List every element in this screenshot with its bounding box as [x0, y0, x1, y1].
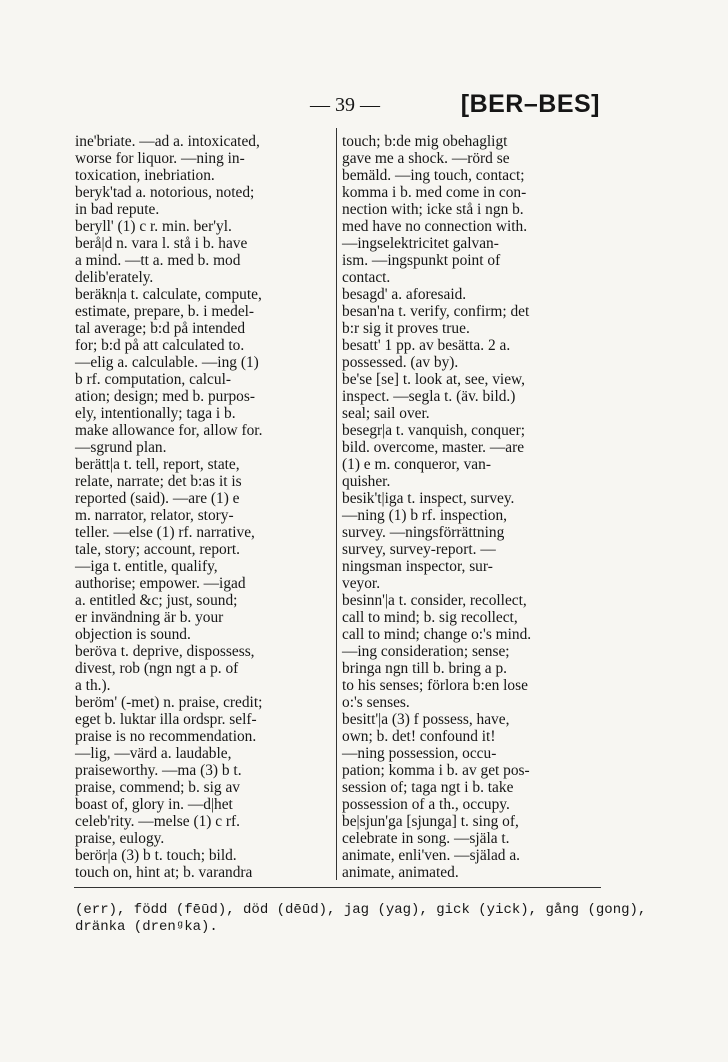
entry-line: m. narrator, relator, story-: [75, 507, 234, 524]
entry-line: veyor.: [342, 575, 381, 592]
page-header: [74, 90, 600, 118]
dictionary-entry: [75, 643, 333, 694]
entry-line: praise, commend; b. sig av: [75, 779, 240, 796]
entry-line: quisher.: [342, 473, 391, 490]
entry-line: bemäld. —ing touch, contact;: [342, 167, 525, 184]
entry-line: teller. —else (1) rf. narrative,: [75, 524, 255, 541]
entry-line: toxication, inebriation.: [75, 167, 215, 184]
entry-line: for; b:d på att calculated to.: [75, 337, 245, 354]
page-number: — 39 —: [310, 94, 380, 116]
entry-line: call to mind; change o:'s mind.: [342, 626, 532, 643]
entry-line: besitt'|a (3) f possess, have,: [342, 711, 510, 728]
entry-line: —ning possession, occu-: [342, 745, 497, 762]
dictionary-entry: [342, 490, 600, 592]
dictionary-entry: [342, 133, 600, 286]
entry-line: berör|a (3) b t. touch; bild.: [75, 847, 237, 864]
entry-line: a th.).: [75, 677, 111, 694]
footnote-line: dränka (drenᵍka).: [75, 919, 218, 935]
dictionary-entry: [342, 371, 600, 422]
entry-line: delib'erately.: [75, 269, 154, 286]
left-column: [75, 133, 333, 881]
dictionary-entry: [75, 235, 333, 286]
entry-line: bringa ngn till b. bring a p.: [342, 660, 507, 677]
entry-line: o:'s senses.: [342, 694, 410, 711]
entry-line: beräkn|a t. calculate, compute,: [75, 286, 262, 303]
entry-line: animate, enli'ven. —själad a.: [342, 847, 520, 864]
dictionary-entry: [75, 218, 333, 235]
entry-line: ine'briate. —ad a. intoxicated,: [75, 133, 260, 150]
entry-line: be|sjun'ga [sjunga] t. sing of,: [342, 813, 519, 830]
entry-line: besagd' a. aforesaid.: [342, 286, 467, 303]
entry-line: boast of, glory in. —d|het: [75, 796, 233, 813]
entry-line: survey. —ningsförrättning: [342, 524, 505, 541]
entry-line: be'se [se] t. look at, see, view,: [342, 371, 525, 388]
entry-line: —ing consideration; sense;: [342, 643, 510, 660]
entry-line: divest, rob (ngn ngt a p. of: [75, 660, 239, 677]
entry-line: tale, story; account, report.: [75, 541, 240, 558]
entry-line: a. entitled &c; just, sound;: [75, 592, 238, 609]
entry-line: besinn'|a t. consider, recollect,: [342, 592, 527, 609]
entry-line: possession of a th., occupy.: [342, 796, 510, 813]
entry-line: —ingselektricitet galvan-: [342, 235, 499, 252]
entry-line: ningsman inspector, sur-: [342, 558, 493, 575]
dictionary-entry: [342, 592, 600, 711]
entry-line: tal average; b:d på intended: [75, 320, 246, 337]
dictionary-entry: [75, 694, 333, 847]
entry-line: pation; komma i b. av get pos-: [342, 762, 530, 779]
entry-line: ism. —ingspunkt point of: [342, 252, 501, 269]
entry-line: berå|d n. vara l. stå i b. have: [75, 235, 248, 252]
dictionary-entry: [342, 813, 600, 881]
entry-line: touch; b:de mig obehagligt: [342, 133, 508, 150]
entry-line: animate, animated.: [342, 864, 459, 881]
entry-line: beröm' (-met) n. praise, credit;: [75, 694, 263, 711]
entry-line: eget b. luktar illa ordspr. self-: [75, 711, 257, 728]
pronunciation-footnote: [75, 902, 647, 936]
entry-line: session of; taga ngt i b. take: [342, 779, 514, 796]
entry-line: a mind. —tt a. med b. mod: [75, 252, 241, 269]
column-divider: [336, 128, 337, 880]
dictionary-entry: [75, 286, 333, 456]
entry-line: bild. overcome, master. —are: [342, 439, 525, 456]
running-head: [BER–BES]: [460, 90, 600, 118]
entry-line: besik't|iga t. inspect, survey.: [342, 490, 515, 507]
dictionary-entry: [75, 184, 333, 218]
entry-line: to his senses; förlora b:en lose: [342, 677, 528, 694]
entry-line: objection is sound.: [75, 626, 191, 643]
entry-line: touch on, hint at; b. varandra: [75, 864, 253, 881]
entry-line: relate, narrate; det b:as it is: [75, 473, 242, 490]
entry-line: besan'na t. verify, confirm; det: [342, 303, 530, 320]
entry-line: —lig, —värd a. laudable,: [75, 745, 232, 762]
entry-line: berätt|a t. tell, report, state,: [75, 456, 240, 473]
entry-line: make allowance for, allow for.: [75, 422, 263, 439]
entry-line: possessed. (av by).: [342, 354, 459, 371]
entry-line: worse for liquor. —ning in-: [75, 150, 245, 167]
entry-line: praiseworthy. —ma (3) b t.: [75, 762, 242, 779]
entry-line: ation; design; med b. purpos-: [75, 388, 255, 405]
entry-line: estimate, prepare, b. i medel-: [75, 303, 255, 320]
entry-line: gave me a shock. —rörd se: [342, 150, 510, 167]
right-column: [342, 133, 600, 881]
entry-line: celebrate in song. —själa t.: [342, 830, 510, 847]
entry-line: seal; sail over.: [342, 405, 430, 422]
entry-line: b:r sig it proves true.: [342, 320, 470, 337]
entry-line: contact.: [342, 269, 391, 286]
entry-line: praise is no recommendation.: [75, 728, 257, 745]
entry-line: reported (said). —are (1) e: [75, 490, 240, 507]
entry-line: (1) e m. conqueror, van-: [342, 456, 491, 473]
entry-line: besatt' 1 pp. av besätta. 2 a.: [342, 337, 511, 354]
entry-line: beröva t. deprive, dispossess,: [75, 643, 255, 660]
entry-line: —sgrund plan.: [75, 439, 167, 456]
entry-line: celeb'rity. —melse (1) c rf.: [75, 813, 241, 830]
dictionary-entry: [342, 303, 600, 337]
entry-line: med have no connection with.: [342, 218, 528, 235]
dictionary-entry: [342, 337, 600, 371]
entry-line: own; b. det! confound it!: [342, 728, 496, 745]
entry-line: —elig a. calculable. —ing (1): [75, 354, 259, 371]
entry-line: inspect. —segla t. (äv. bild.): [342, 388, 516, 405]
entry-line: er invändning är b. your: [75, 609, 224, 626]
dictionary-entry: [75, 847, 333, 881]
entry-line: beryll' (1) c r. min. ber'yl.: [75, 218, 232, 235]
entry-line: —ning (1) b rf. inspection,: [342, 507, 507, 524]
entry-line: b rf. computation, calcul-: [75, 371, 231, 388]
footnote-line: (err), född (fēūd), död (dēūd), jag (yag), gick (yick), gång (gong),: [75, 902, 647, 918]
footer-divider: [74, 887, 601, 888]
entry-line: beryk'tad a. notorious, noted;: [75, 184, 255, 201]
entry-line: nection with; icke stå i ngn b.: [342, 201, 524, 218]
entry-line: in bad repute.: [75, 201, 160, 218]
entry-line: survey, survey-report. —: [342, 541, 496, 558]
entry-line: komma i b. med come in con-: [342, 184, 527, 201]
dictionary-entry: [342, 286, 600, 303]
dictionary-entry: [342, 711, 600, 813]
dictionary-entry: [342, 422, 600, 490]
entry-line: ely, intentionally; taga i b.: [75, 405, 236, 422]
entry-line: —iga t. entitle, qualify,: [75, 558, 218, 575]
dictionary-entry: [75, 456, 333, 643]
entry-line: authorise; empower. —igad: [75, 575, 246, 592]
entry-line: praise, eulogy.: [75, 830, 165, 847]
entry-line: besegr|a t. vanquish, conquer;: [342, 422, 526, 439]
dictionary-entry: [75, 133, 333, 184]
entry-line: call to mind; b. sig recollect,: [342, 609, 518, 626]
